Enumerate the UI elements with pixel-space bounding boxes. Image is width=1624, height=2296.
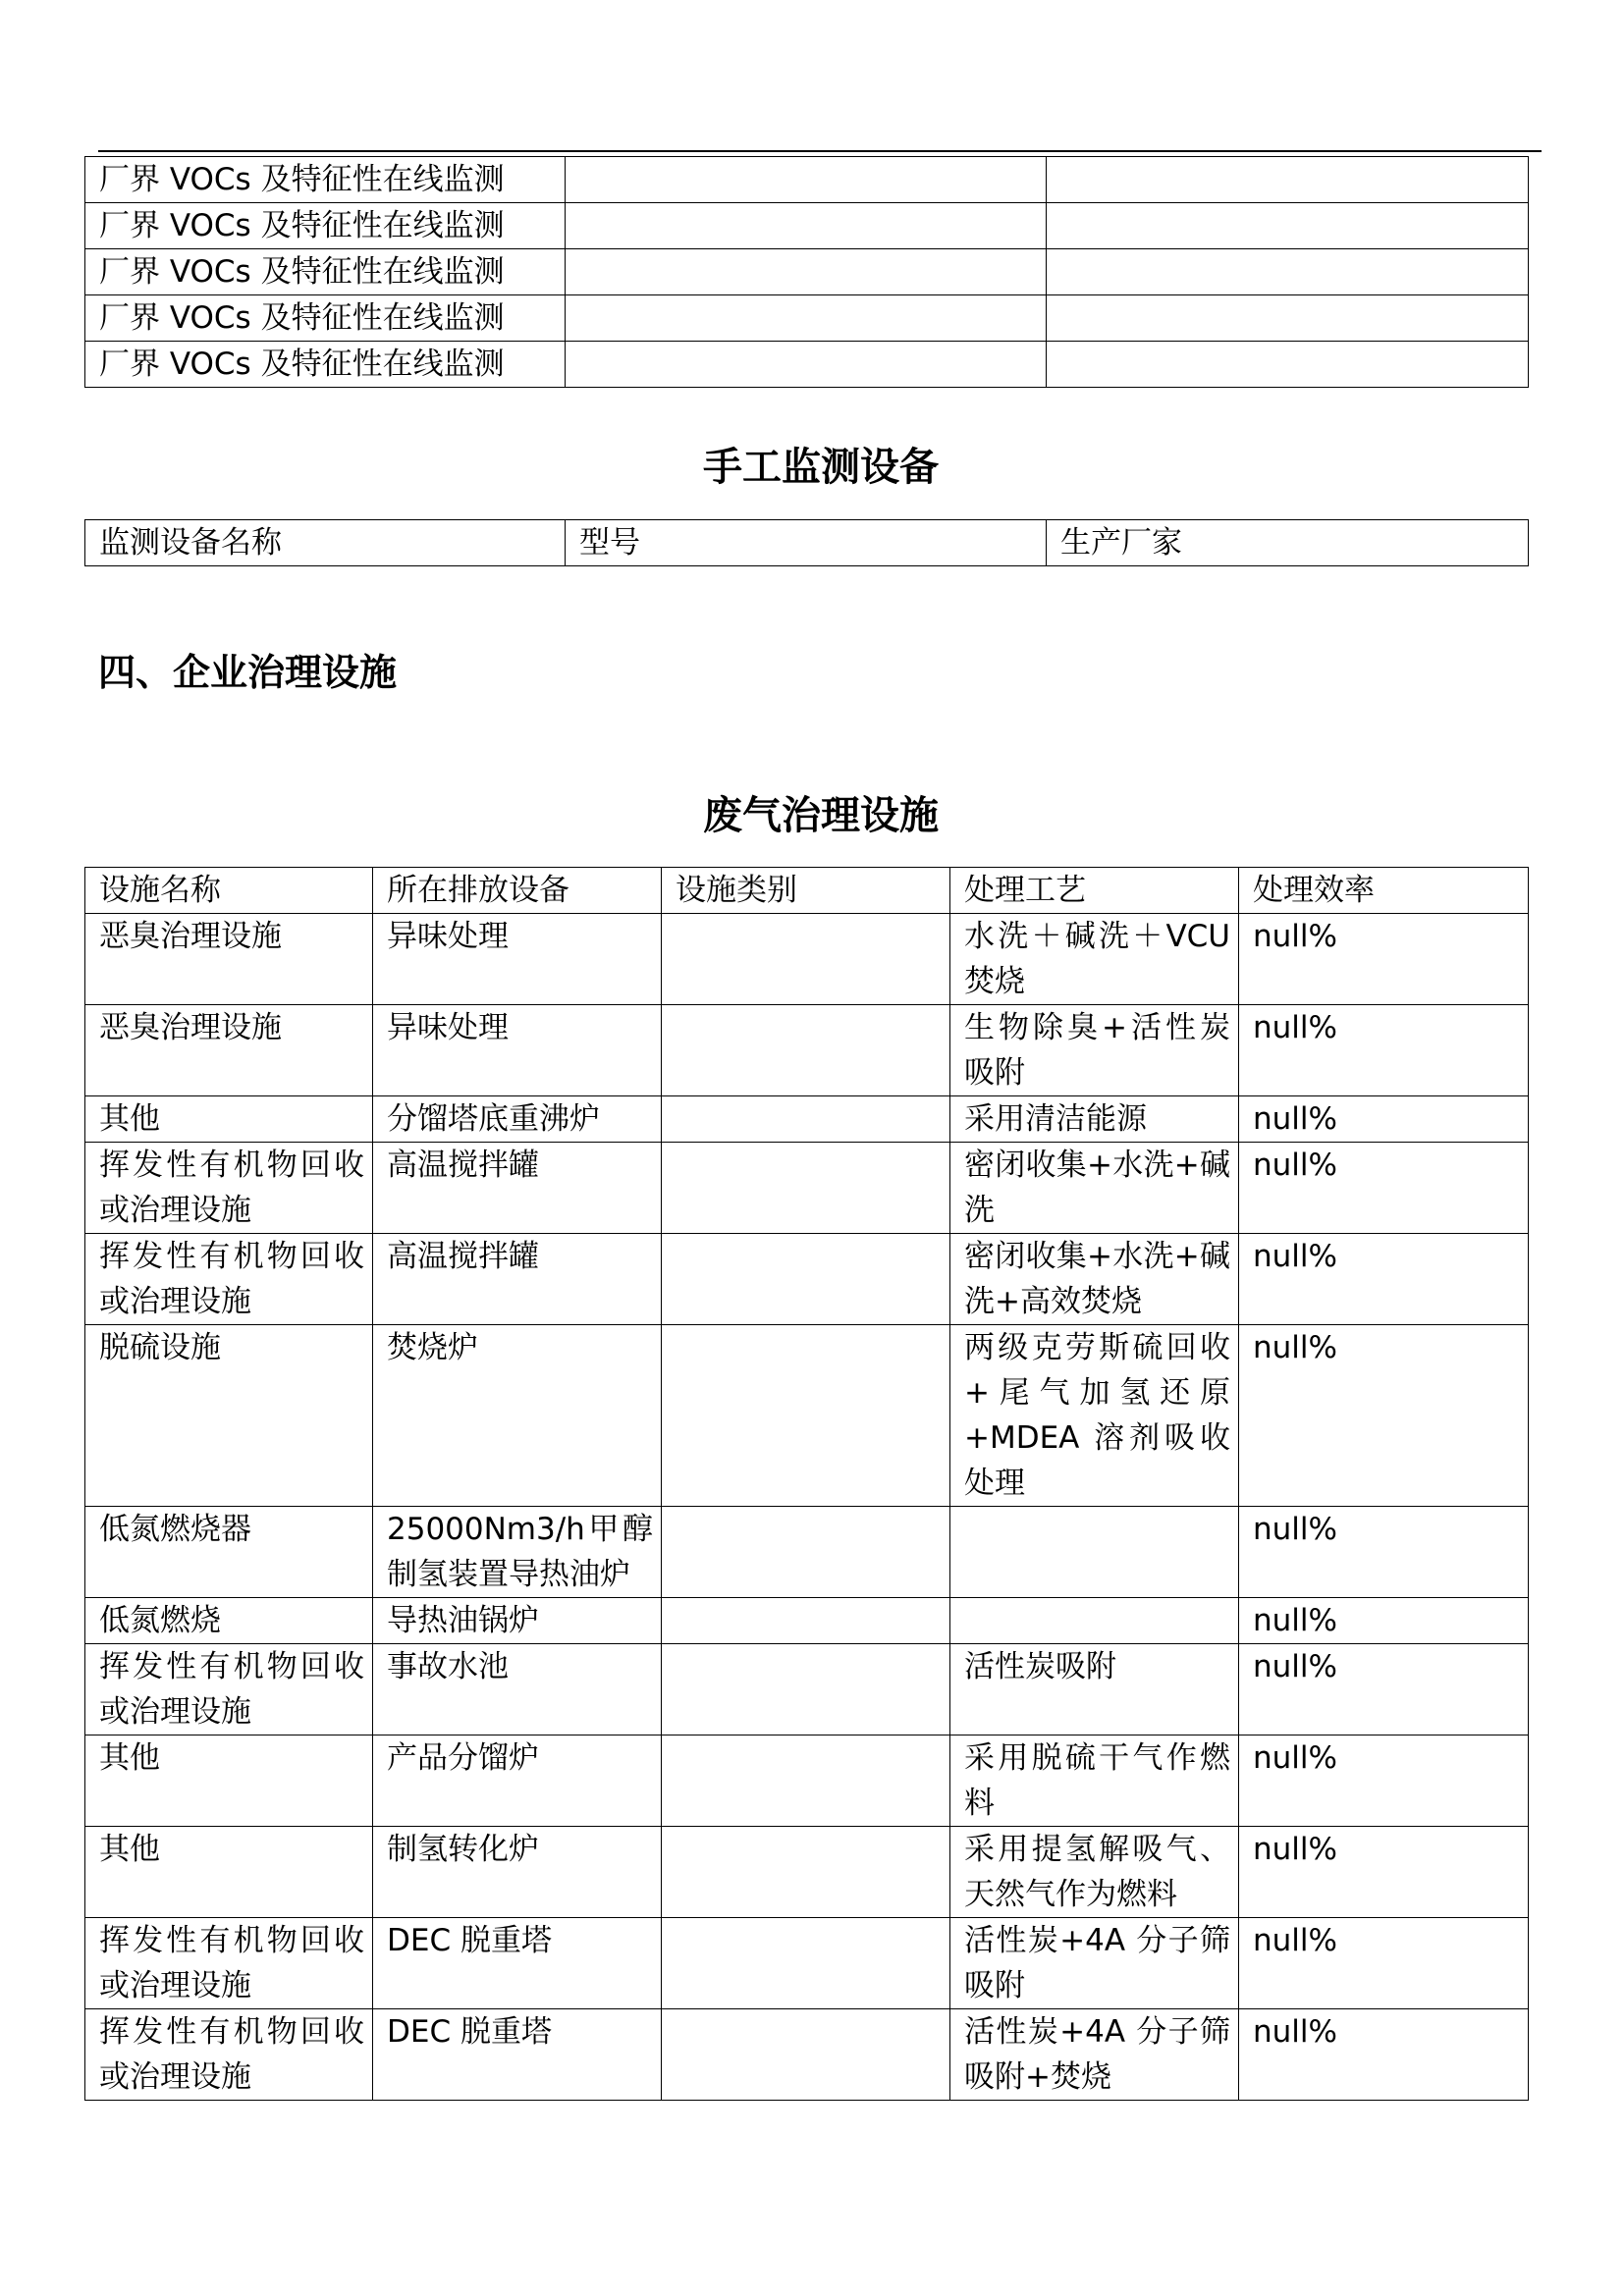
emission-equipment-cell: 高温搅拌罐 [373,1143,662,1234]
table-cell [566,342,1047,388]
emission-equipment-cell: 分馏塔底重沸炉 [373,1096,662,1143]
table-row [85,1644,1529,1735]
process-cell: 生物除臭+活性炭吸附 [950,1005,1239,1096]
manual-monitoring-title: 手工监测设备 [703,445,939,490]
table-cell [1047,342,1529,388]
efficiency-cell: null% [1239,1234,1529,1325]
process-cell: 两级克劳斯硫回收+尾气加氢还原+MDEA 溶剂吸收处理 [950,1325,1239,1507]
emission-equipment-cell: 异味处理 [373,1005,662,1096]
facility-name-cell: 挥发性有机物回收或治理设施 [85,1234,373,1325]
top-rule [98,150,1542,152]
facility-name-cell: 脱硫设施 [85,1325,373,1507]
header-cell-efficiency: 处理效率 [1239,868,1529,914]
process-cell: 活性炭吸附 [950,1644,1239,1735]
table-row [85,1234,1529,1325]
facility-name-cell: 恶臭治理设施 [85,914,373,1005]
table-row [85,157,1529,203]
table-row [85,295,1529,342]
table-row [85,342,1529,388]
efficiency-cell: null% [1239,1827,1529,1918]
table-row [85,249,1529,295]
header-cell-emission-equipment: 所在排放设备 [373,868,662,914]
facility-category-cell [662,1735,950,1827]
facility-name-cell: 其他 [85,1735,373,1827]
header-cell-facility-category: 设施类别 [662,868,950,914]
process-cell [950,1598,1239,1644]
facility-name-cell: 低氮燃烧器 [85,1507,373,1598]
facility-category-cell [662,1234,950,1325]
efficiency-cell: null% [1239,1735,1529,1827]
online-monitoring-table [84,156,1529,388]
efficiency-cell: null% [1239,1598,1529,1644]
table-cell [1047,203,1529,249]
process-cell: 密闭收集+水洗+碱洗 [950,1143,1239,1234]
table-row [85,1143,1529,1234]
table-row [85,1735,1529,1827]
table-cell: 厂界 VOCs 及特征性在线监测 [85,157,566,203]
emission-equipment-cell: 导热油锅炉 [373,1598,662,1644]
process-cell: 采用清洁能源 [950,1096,1239,1143]
emission-equipment-cell: DEC 脱重塔 [373,2009,662,2101]
table-row [85,1325,1529,1507]
process-cell: 密闭收集+水洗+碱洗+高效焚烧 [950,1234,1239,1325]
waste-gas-header-row [85,868,1529,914]
facility-name-cell: 其他 [85,1827,373,1918]
efficiency-cell: null% [1239,1143,1529,1234]
facility-category-cell [662,2009,950,2101]
facility-category-cell [662,1827,950,1918]
header-cell-device-name: 监测设备名称 [85,520,566,566]
table-row [85,914,1529,1005]
table-row [85,1827,1529,1918]
header-cell-facility-name: 设施名称 [85,868,373,914]
emission-equipment-cell: 25000Nm3/h甲醇制氢装置导热油炉 [373,1507,662,1598]
table-cell [1047,157,1529,203]
table-cell [566,203,1047,249]
table-row [85,1598,1529,1644]
waste-gas-body [85,914,1529,2101]
process-cell: 活性炭+4A 分子筛吸附 [950,1918,1239,2009]
emission-equipment-cell: 焚烧炉 [373,1325,662,1507]
facility-category-cell [662,1918,950,2009]
facility-category-cell [662,1096,950,1143]
process-cell: 采用脱硫干气作燃料 [950,1735,1239,1827]
facility-category-cell [662,1005,950,1096]
header-cell-manufacturer: 生产厂家 [1047,520,1529,566]
header-cell-model: 型号 [566,520,1047,566]
table-cell [566,295,1047,342]
table-cell: 厂界 VOCs 及特征性在线监测 [85,249,566,295]
table-row [85,2009,1529,2101]
manual-monitoring-table [84,519,1529,566]
emission-equipment-cell: 事故水池 [373,1644,662,1735]
facility-name-cell: 低氮燃烧 [85,1598,373,1644]
process-cell: 采用提氢解吸气、天然气作为燃料 [950,1827,1239,1918]
facility-category-cell [662,1644,950,1735]
facility-category-cell [662,1143,950,1234]
table-row [85,1096,1529,1143]
process-cell [950,1507,1239,1598]
table-cell [566,249,1047,295]
facility-category-cell [662,1598,950,1644]
table-cell: 厂界 VOCs 及特征性在线监测 [85,342,566,388]
efficiency-cell: null% [1239,1005,1529,1096]
section-four-title: 四、企业治理设施 [98,651,398,694]
emission-equipment-cell: 产品分馏炉 [373,1735,662,1827]
online-monitoring-body [85,157,1529,388]
table-row [85,203,1529,249]
waste-gas-table [84,867,1529,2101]
efficiency-cell: null% [1239,1644,1529,1735]
efficiency-cell: null% [1239,1325,1529,1507]
table-cell [1047,295,1529,342]
facility-name-cell: 挥发性有机物回收或治理设施 [85,1918,373,2009]
emission-equipment-cell: 制氢转化炉 [373,1827,662,1918]
table-cell [566,157,1047,203]
table-row [85,1005,1529,1096]
emission-equipment-cell: DEC 脱重塔 [373,1918,662,2009]
facility-category-cell [662,1325,950,1507]
emission-equipment-cell: 高温搅拌罐 [373,1234,662,1325]
header-cell-process: 处理工艺 [950,868,1239,914]
process-cell: 水洗＋碱洗＋VCU焚烧 [950,914,1239,1005]
facility-category-cell [662,914,950,1005]
facility-name-cell: 挥发性有机物回收或治理设施 [85,2009,373,2101]
table-row [85,1918,1529,2009]
emission-equipment-cell: 异味处理 [373,914,662,1005]
table-cell: 厂界 VOCs 及特征性在线监测 [85,295,566,342]
efficiency-cell: null% [1239,1096,1529,1143]
facility-category-cell [662,1507,950,1598]
facility-name-cell: 恶臭治理设施 [85,1005,373,1096]
table-cell [1047,249,1529,295]
table-cell: 厂界 VOCs 及特征性在线监测 [85,203,566,249]
efficiency-cell: null% [1239,914,1529,1005]
manual-monitoring-header-row [85,520,1529,566]
efficiency-cell: null% [1239,1507,1529,1598]
efficiency-cell: null% [1239,1918,1529,2009]
process-cell: 活性炭+4A 分子筛吸附+焚烧 [950,2009,1239,2101]
waste-gas-title: 废气治理设施 [703,793,939,838]
efficiency-cell: null% [1239,2009,1529,2101]
table-row [85,1507,1529,1598]
facility-name-cell: 挥发性有机物回收或治理设施 [85,1644,373,1735]
facility-name-cell: 其他 [85,1096,373,1143]
facility-name-cell: 挥发性有机物回收或治理设施 [85,1143,373,1234]
